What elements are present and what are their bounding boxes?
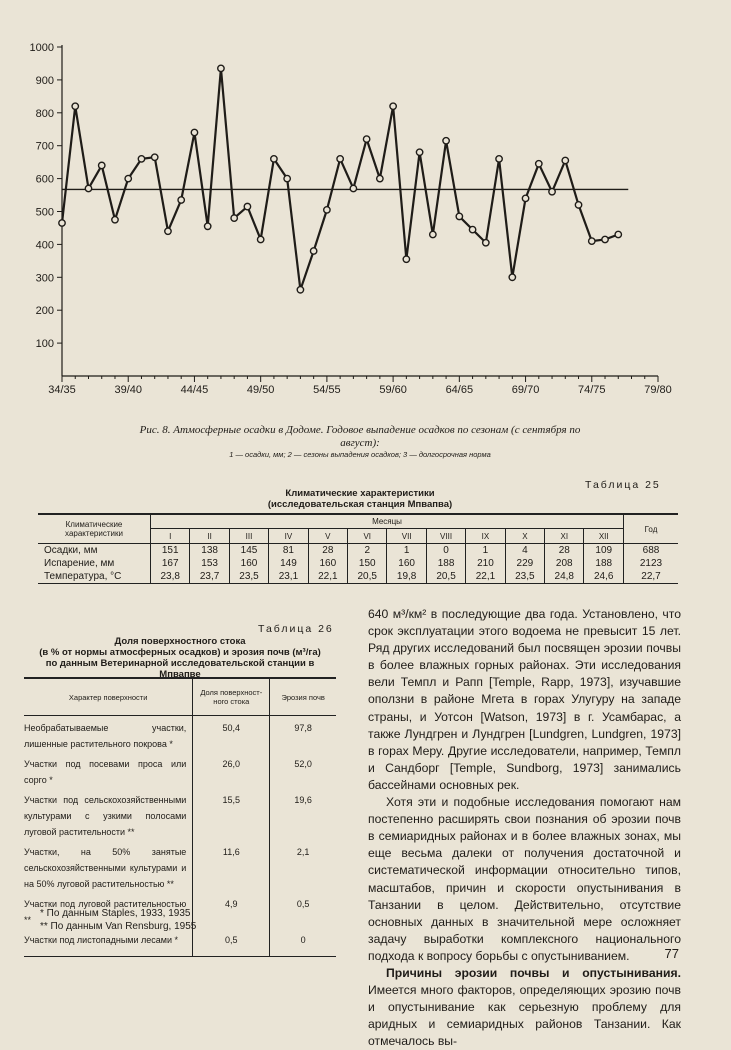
climate-table	[38, 513, 678, 584]
surface-cell: Участки под посевами проса или сорго *	[24, 759, 187, 785]
erosion-cell: 19,6	[270, 788, 336, 840]
table25-month-8: VIII	[426, 529, 465, 544]
year-cell: 688	[624, 544, 679, 558]
table-cell: 2	[348, 544, 387, 558]
runoff-cell: 50,4	[193, 716, 270, 753]
table25-month-4: IV	[269, 529, 308, 544]
table-cell: 1	[466, 544, 505, 558]
data-point	[99, 162, 105, 168]
data-point	[59, 220, 65, 226]
erosion-cell: 97,8	[270, 716, 336, 753]
table-cell: 28	[308, 544, 347, 558]
table-cell: 229	[505, 557, 544, 570]
data-point	[125, 175, 131, 181]
surface-cell: Участки, на 50% занятые сельскохозяйственными культурами и на 50% луговой растительностью **	[24, 847, 187, 889]
row-label: Температура, °С	[38, 570, 151, 584]
rainfall-chart	[0, 0, 731, 410]
y-tick-label: 100	[35, 338, 54, 351]
data-point	[549, 189, 555, 195]
table25-rowhead: Климатические характеристики	[38, 514, 151, 544]
table-cell: 23,5	[229, 570, 268, 584]
table-cell: 23,7	[190, 570, 229, 584]
table25-month-9: IX	[466, 529, 505, 544]
x-tick-label: 49/50	[246, 384, 275, 396]
x-tick-label: 44/45	[180, 384, 209, 396]
data-point	[403, 256, 409, 262]
data-point	[575, 202, 581, 208]
table-cell: 160	[387, 557, 426, 570]
data-point	[244, 203, 250, 209]
runoff-cell: 15,5	[193, 788, 270, 840]
table26-col-erosion: Эрозия почв	[270, 678, 336, 716]
data-point	[615, 231, 621, 237]
table-cell: 150	[348, 557, 387, 570]
x-tick-label: 54/55	[313, 384, 341, 396]
data-point	[324, 207, 330, 213]
data-point	[589, 238, 595, 244]
row-label: Осадки, мм	[44, 545, 98, 556]
table-cell: 23,5	[505, 570, 544, 584]
y-tick-label: 700	[35, 140, 54, 153]
y-tick-label: 300	[35, 272, 54, 285]
data-point	[257, 236, 263, 242]
table-row	[38, 570, 678, 584]
table25-month-6: VI	[348, 529, 387, 544]
table-cell: 153	[190, 557, 229, 570]
data-point	[443, 138, 449, 144]
data-point	[337, 156, 343, 162]
x-tick-label: 59/60	[379, 384, 407, 396]
data-point	[377, 175, 383, 181]
erosion-cell: 0,5	[270, 892, 336, 928]
table-cell: 19,8	[387, 570, 426, 584]
data-point	[218, 65, 224, 71]
x-tick-label: 79/80	[644, 384, 672, 396]
table-cell: 22,1	[466, 570, 505, 584]
table-row	[24, 788, 336, 840]
erosion-cell: 2,1	[270, 840, 336, 892]
table-cell: 160	[229, 557, 268, 570]
footnote-2: ** По данным Van Rensburg, 1955	[40, 921, 197, 932]
table25-month-1: I	[151, 529, 190, 544]
table-cell: 109	[584, 544, 624, 558]
table25-month-2: II	[190, 529, 229, 544]
data-point	[562, 157, 568, 163]
table-cell: 138	[190, 544, 229, 558]
table-cell: 24,6	[584, 570, 624, 584]
data-point	[191, 129, 197, 135]
data-point	[350, 185, 356, 191]
runoff-cell: 0,5	[193, 928, 270, 957]
data-point	[72, 103, 78, 109]
table-cell: 188	[426, 557, 465, 570]
table-cell: 28	[545, 544, 584, 558]
x-tick-label: 34/35	[48, 384, 76, 396]
surface-cell: Участки под луговой растительностью **	[24, 899, 187, 925]
table-cell: 20,5	[426, 570, 465, 584]
data-point	[496, 156, 502, 162]
erosion-cell: 0	[270, 928, 336, 957]
y-tick-label: 200	[35, 305, 54, 318]
year-cell: 2123	[624, 557, 679, 570]
table-cell: 0	[426, 544, 465, 558]
data-point	[112, 217, 118, 223]
data-point	[509, 274, 515, 280]
table25-month-11: XI	[545, 529, 584, 544]
table-cell: 4	[505, 544, 544, 558]
body-text	[368, 606, 681, 1050]
runoff-cell: 4,9	[193, 892, 270, 928]
table-row	[24, 928, 336, 957]
data-point	[456, 213, 462, 219]
table-cell: 167	[151, 557, 190, 570]
data-point	[430, 231, 436, 237]
table-cell: 145	[229, 544, 268, 558]
data-point	[483, 240, 489, 246]
paragraph-2: Хотя эти и подобные исследования помогают нам постепенно расширять свои познания об эрозии почв в семиаридных районах и в более влажных зонах, мы еще весьма далеки от получения достаточной и систематической информации относительно типов, масштабов, причин и скорости опустынивания в Танзании в целом. Действительно, отсутствие основных данных в значительной мере осложняет задачу выработки комплексного национального подхода к вопросу борьбы с опустыниванием.	[368, 795, 681, 963]
table26-col-surface: Характер поверхности	[24, 678, 193, 716]
y-tick-label: 400	[35, 239, 54, 252]
y-tick-label: 900	[35, 74, 54, 87]
erosion-cell: 52,0	[270, 752, 336, 788]
table-cell: 23,8	[151, 570, 190, 584]
paragraph-3-heading: Причины эрозии почвы и опустынивания.	[386, 965, 681, 980]
x-tick-label: 74/75	[578, 384, 606, 396]
table26-label: Таблица 26	[258, 623, 334, 635]
paragraph-1: 640 м³/км² в последующие два года. Установлено, что срок эксплуатации этого водоема не превысит 15 лет. Ряд других исследований был посвящен эрозии почвы в более влажных горных районах. Эти исследования вели Темпл и Рапп [Temple, Rapp, 1973], изучавшие оползни в районе Мгета в горах Улугуру на западе страны, и Уотсон [Watson, 1973] в г. Усамбарас, а также Лундгрен и Лундгрен [Lundgren, Lundgren, 1973] в горах Меру. Другие исследователи, например, Темпл и Сандборг [Temple, Sundborg, 1973] занимались бассейнами основных рек.	[368, 607, 681, 792]
data-point	[178, 197, 184, 203]
surface-cell: Участки под листопадными лесами *	[24, 928, 193, 957]
data-point	[138, 156, 144, 162]
table-cell: 23,1	[269, 570, 308, 584]
page-number: 77	[664, 946, 679, 961]
data-point	[536, 161, 542, 167]
data-point	[284, 175, 290, 181]
paragraph-3-text: Имеется много факторов, определяющих эрозию почв и опустынивание как серьезную проблему для аридных и семиаридных районов Танзании. Как отмечалось вы-	[368, 983, 681, 1049]
data-point	[297, 287, 303, 293]
table25-month-10: X	[505, 529, 544, 544]
x-tick-label: 39/40	[114, 384, 142, 396]
table25-title-line2: (исследовательская станция Мпвапва)	[267, 499, 453, 510]
figure-caption: Рис. 8. Атмосферные осадки в Додоме. Годовое выпадение осадков по сезонам (с сентября по август):	[139, 424, 581, 449]
table-cell: 24,8	[545, 570, 584, 584]
table-cell: 1	[387, 544, 426, 558]
table-row	[38, 557, 678, 570]
runoff-cell: 11,6	[193, 840, 270, 892]
data-point	[416, 149, 422, 155]
y-tick-label: 500	[35, 206, 54, 219]
surface-cell: Участки под сельскохозяйственными культурами с узкими полосами луговой растительности **	[24, 795, 187, 837]
table-row	[24, 716, 336, 753]
table25-title	[200, 488, 520, 510]
table-row	[24, 840, 336, 892]
table25-month-12: XII	[584, 529, 624, 544]
table25-month-5: V	[308, 529, 347, 544]
table26-title-line1: Доля поверхностного стока	[114, 636, 246, 647]
y-tick-label: 600	[35, 173, 54, 186]
table26-title	[24, 636, 336, 680]
table-cell: 81	[269, 544, 308, 558]
year-cell: 22,7	[624, 570, 679, 584]
y-tick-label: 1000	[29, 42, 54, 54]
data-point	[204, 223, 210, 229]
table25-year-header: Год	[624, 514, 679, 544]
figure-legend: 1 — осадки, мм; 2 — сезоны выпадения осадков; 3 — долгосрочная норма	[229, 450, 491, 459]
table26-title-line3: по данным Ветеринарной исследовательской станции в Мпвапве	[45, 658, 315, 680]
table25-label: Таблица 25	[585, 479, 661, 491]
footnote-1: * По данным Staples, 1933, 1935	[40, 908, 191, 919]
table-row	[38, 544, 678, 558]
table25-title-line1: Климатические характеристики	[285, 488, 435, 499]
data-point	[271, 156, 277, 162]
data-point	[469, 226, 475, 232]
data-point	[390, 103, 396, 109]
rainfall-series-line	[62, 68, 618, 289]
table-row	[24, 752, 336, 788]
y-tick-label: 800	[35, 107, 54, 120]
table-cell: 208	[545, 557, 584, 570]
table-cell: 210	[466, 557, 505, 570]
table25-months-header: Месяцы	[151, 514, 624, 529]
data-point	[231, 215, 237, 221]
table-cell: 151	[151, 544, 190, 558]
data-point	[522, 195, 528, 201]
surface-cell: Необрабатываемые участки, лишенные растительного покрова *	[24, 723, 187, 749]
table25-month-7: VII	[387, 529, 426, 544]
data-point	[165, 228, 171, 234]
table25-month-3: III	[229, 529, 268, 544]
table26-title-line2: (в % от нормы атмосферных осадков) и эрозия почв (м³/га)	[39, 647, 321, 658]
data-point	[85, 185, 91, 191]
table-cell: 149	[269, 557, 308, 570]
runoff-cell: 26,0	[193, 752, 270, 788]
row-label: Испарение, мм	[44, 558, 115, 569]
x-tick-label: 69/70	[511, 384, 540, 396]
table-cell: 20,5	[348, 570, 387, 584]
paragraph-3	[368, 965, 681, 1050]
data-point	[310, 248, 316, 254]
table-cell: 22,1	[308, 570, 347, 584]
table-cell: 160	[308, 557, 347, 570]
table-cell: 188	[584, 557, 624, 570]
x-tick-label: 64/65	[445, 384, 474, 396]
table26-col-runoff: Доля поверхност-ного стока	[193, 678, 270, 716]
data-point	[602, 236, 608, 242]
data-point	[363, 136, 369, 142]
data-point	[152, 154, 158, 160]
